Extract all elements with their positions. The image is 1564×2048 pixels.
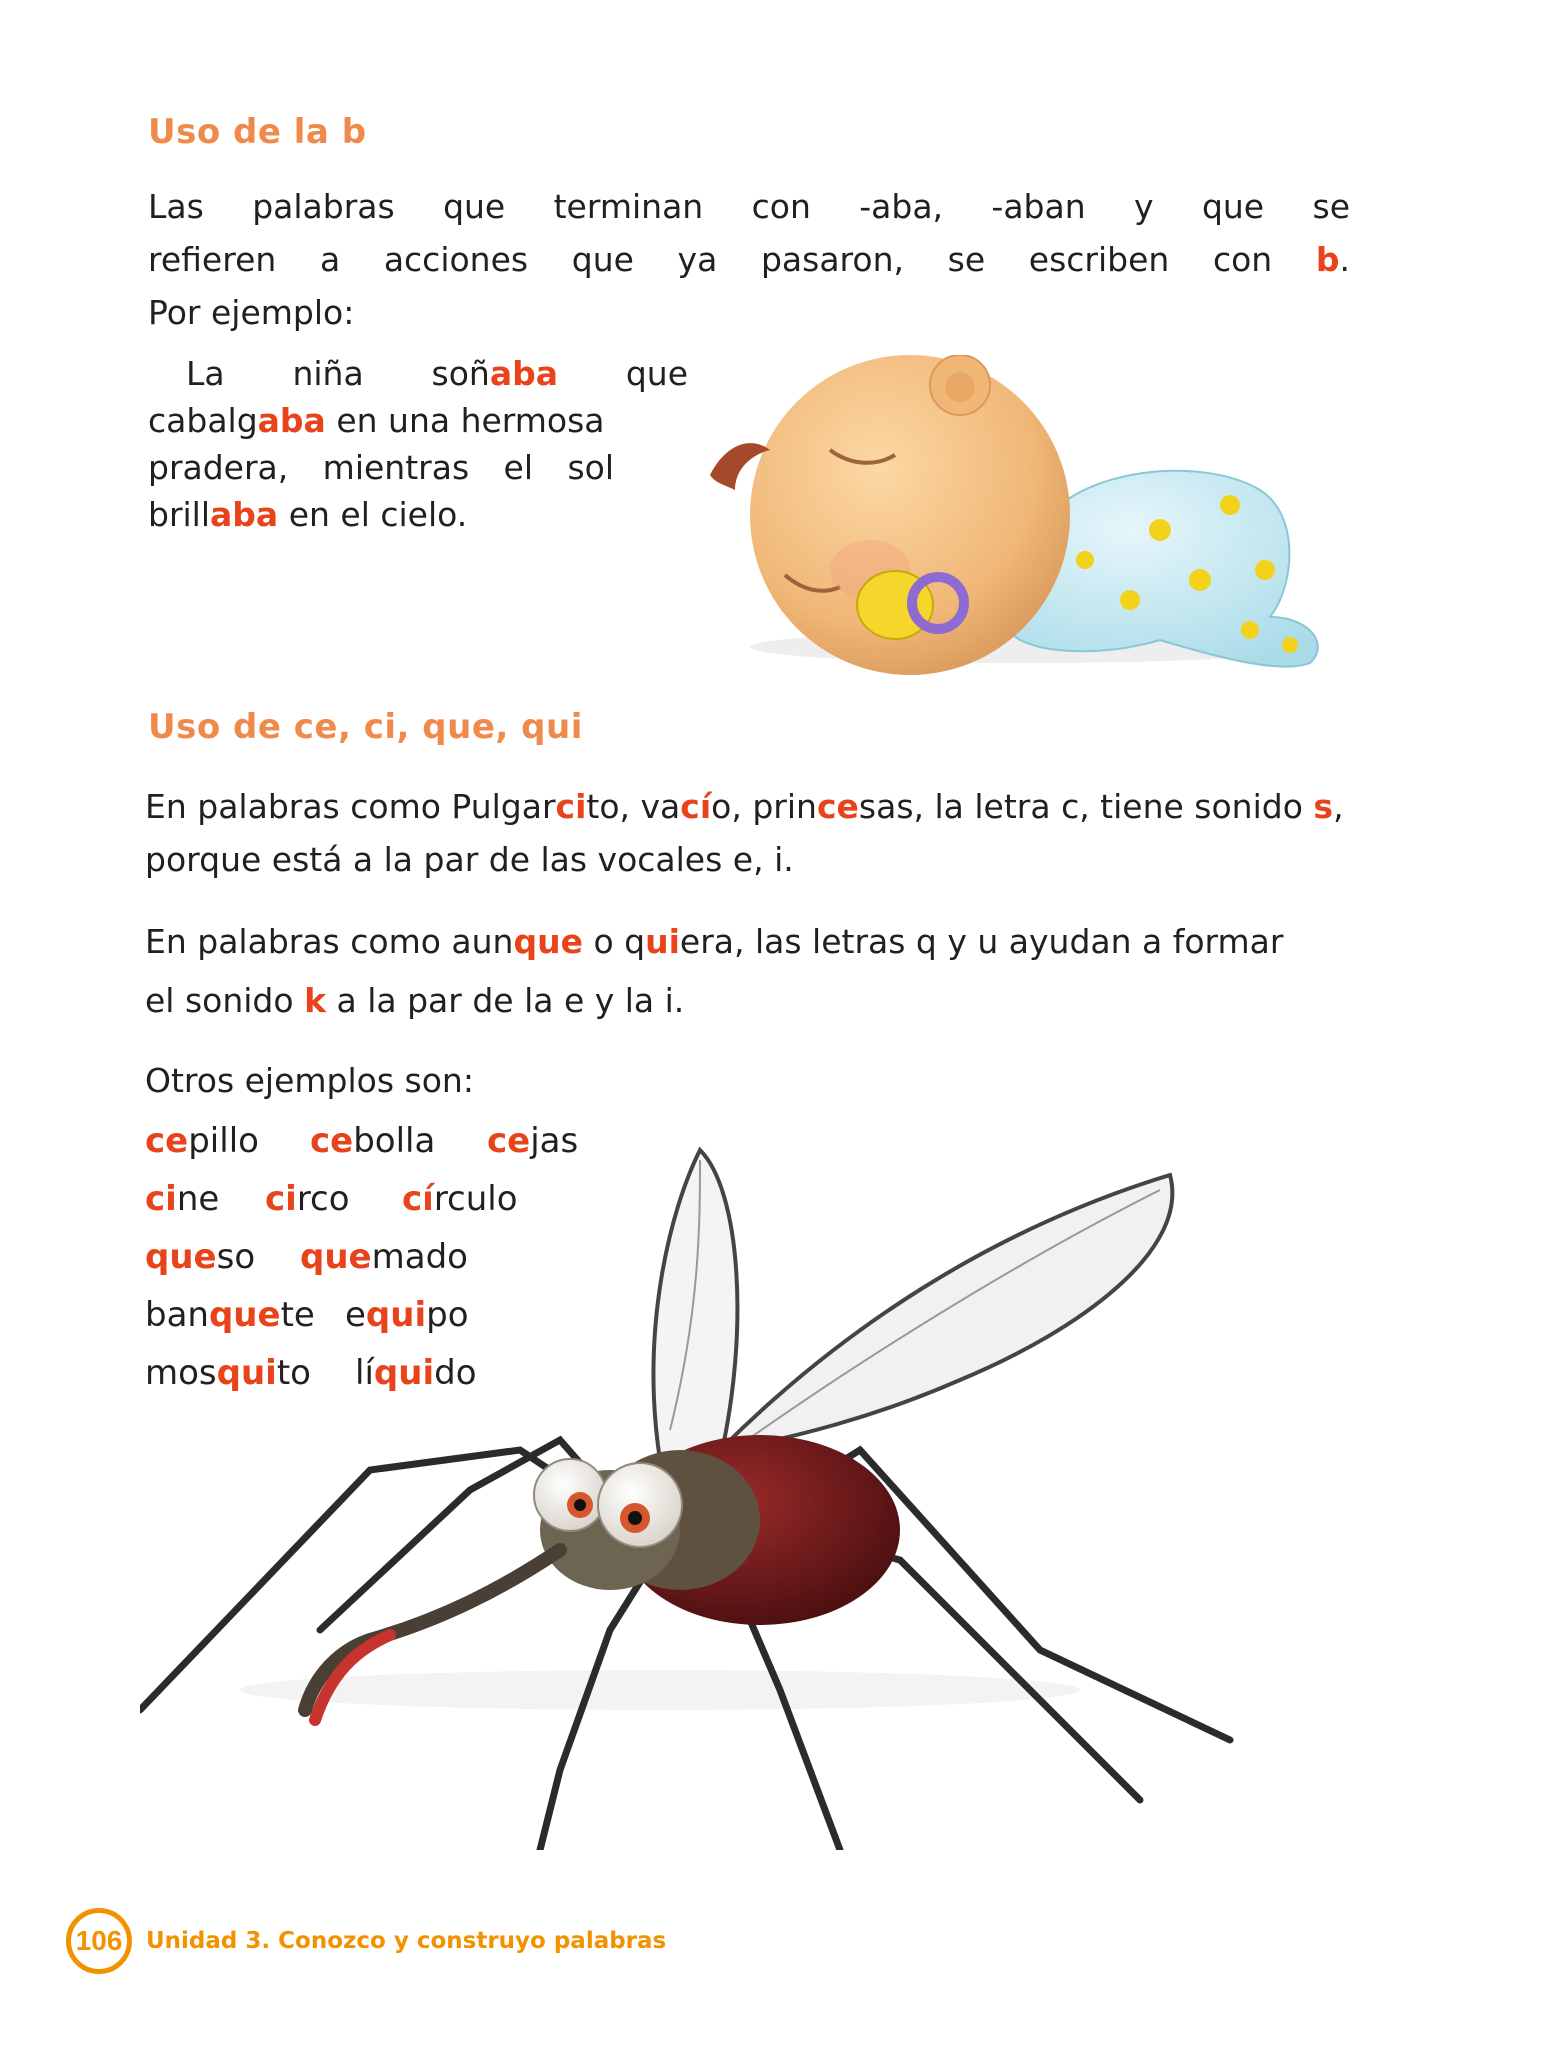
- sleeping-baby-illustration: [690, 355, 1340, 685]
- text-segment: Por ejemplo:: [148, 293, 355, 332]
- text-segment: to, va: [586, 787, 681, 826]
- highlighted-letters: ce: [816, 787, 859, 826]
- paragraph-ce-ci: [145, 780, 1405, 886]
- highlighted-letters: s: [1313, 787, 1334, 826]
- mosquito-illustration: [140, 1130, 1240, 1850]
- text-segment: so: [216, 1237, 256, 1277]
- highlighted-letters: cí: [680, 787, 712, 826]
- highlighted-letters: aba: [489, 354, 558, 393]
- intro-paragraph-b: [148, 180, 1350, 339]
- highlighted-letters: que: [145, 1237, 217, 1277]
- text-segment: lí: [355, 1353, 374, 1393]
- text-segment: e: [345, 1295, 366, 1335]
- highlighted-letters: qui: [373, 1353, 435, 1393]
- text-segment: .: [1339, 240, 1350, 279]
- text-segment: pillo: [188, 1121, 259, 1161]
- highlighted-letters: que: [513, 922, 583, 961]
- unit-title: Unidad 3. Conozco y construyo palabras: [146, 1928, 667, 1954]
- highlighted-letters: que: [300, 1237, 372, 1277]
- highlighted-letters: aba: [210, 495, 279, 534]
- story-line: [148, 397, 688, 444]
- text-segment: Las palabras que terminan con -aba, -aban y que se: [148, 187, 1350, 226]
- highlighted-letters: ci: [555, 787, 587, 826]
- text-segment: rculo: [433, 1179, 518, 1219]
- story-line: [148, 491, 688, 538]
- text-line: [148, 286, 1350, 339]
- text-segment: do: [434, 1353, 477, 1393]
- text-segment: en una hermosa: [325, 401, 605, 440]
- text-segment: jas: [530, 1121, 579, 1161]
- highlighted-letters: que: [208, 1295, 281, 1335]
- highlighted-letters: ce: [310, 1121, 354, 1161]
- section-title-b: Uso de la b: [148, 112, 367, 152]
- text-segment: to: [276, 1353, 311, 1393]
- text-segment: rco: [296, 1179, 350, 1219]
- highlighted-letters: cí: [402, 1179, 434, 1219]
- text-segment: era, las letras q y u ayudan a formar: [679, 922, 1284, 961]
- text-segment: o, prin: [711, 787, 817, 826]
- section-title-ce: Uso de ce, ci, que, qui: [148, 707, 583, 747]
- text-segment: En palabras como aun: [145, 922, 514, 961]
- text-segment: el sonido: [145, 981, 305, 1020]
- text-segment: mado: [371, 1237, 468, 1277]
- text-segment: a la par de la e y la i.: [326, 981, 685, 1020]
- page-footer: [66, 1908, 666, 1974]
- story-line: [148, 444, 614, 491]
- highlighted-letters: ce: [145, 1121, 189, 1161]
- text-line: [145, 780, 1405, 833]
- highlighted-letters: ce: [487, 1121, 531, 1161]
- text-segment: sas, la letra c, tiene sonido: [858, 787, 1314, 826]
- highlighted-letters: ci: [145, 1179, 177, 1219]
- text-segment: ne: [176, 1179, 220, 1219]
- text-line: [148, 233, 1350, 286]
- highlighted-letters: qui: [365, 1295, 427, 1335]
- highlighted-letters: k: [304, 981, 327, 1020]
- text-segment: mos: [145, 1353, 217, 1393]
- highlighted-letters: ci: [265, 1179, 297, 1219]
- text-line: [145, 971, 1405, 1030]
- text-segment: pradera, mientras el sol: [148, 448, 614, 487]
- highlighted-letters: b: [1315, 240, 1340, 279]
- text-line: [148, 180, 1350, 233]
- text-segment: cabalg: [148, 401, 258, 440]
- highlighted-letters: aba: [257, 401, 326, 440]
- text-segment: En palabras como Pulgar: [145, 787, 556, 826]
- text-segment: ,: [1333, 787, 1344, 826]
- text-segment: te: [280, 1295, 315, 1335]
- highlighted-letters: qui: [216, 1353, 277, 1393]
- paragraph-que-qui: [145, 912, 1405, 1030]
- text-segment: porque está a la par de las vocales e, i.: [145, 840, 794, 879]
- text-segment: que: [558, 354, 689, 393]
- text-segment: o q: [582, 922, 646, 961]
- examples-label: Otros ejemplos son:: [145, 1061, 474, 1100]
- text-segment: La niña soñ: [186, 354, 490, 393]
- text-line: [145, 912, 1405, 971]
- text-segment: brill: [148, 495, 211, 534]
- story-line: [148, 350, 688, 397]
- text-segment: refieren a acciones que ya pasaron, se escriben con: [148, 240, 1316, 279]
- example-story: [148, 350, 688, 538]
- text-segment: ban: [145, 1295, 209, 1335]
- highlighted-letters: ui: [645, 922, 680, 961]
- text-segment: bolla: [353, 1121, 436, 1161]
- page-number: 106: [66, 1908, 132, 1974]
- text-segment: en el cielo.: [278, 495, 468, 534]
- text-segment: po: [426, 1295, 469, 1335]
- text-line: [145, 833, 1405, 886]
